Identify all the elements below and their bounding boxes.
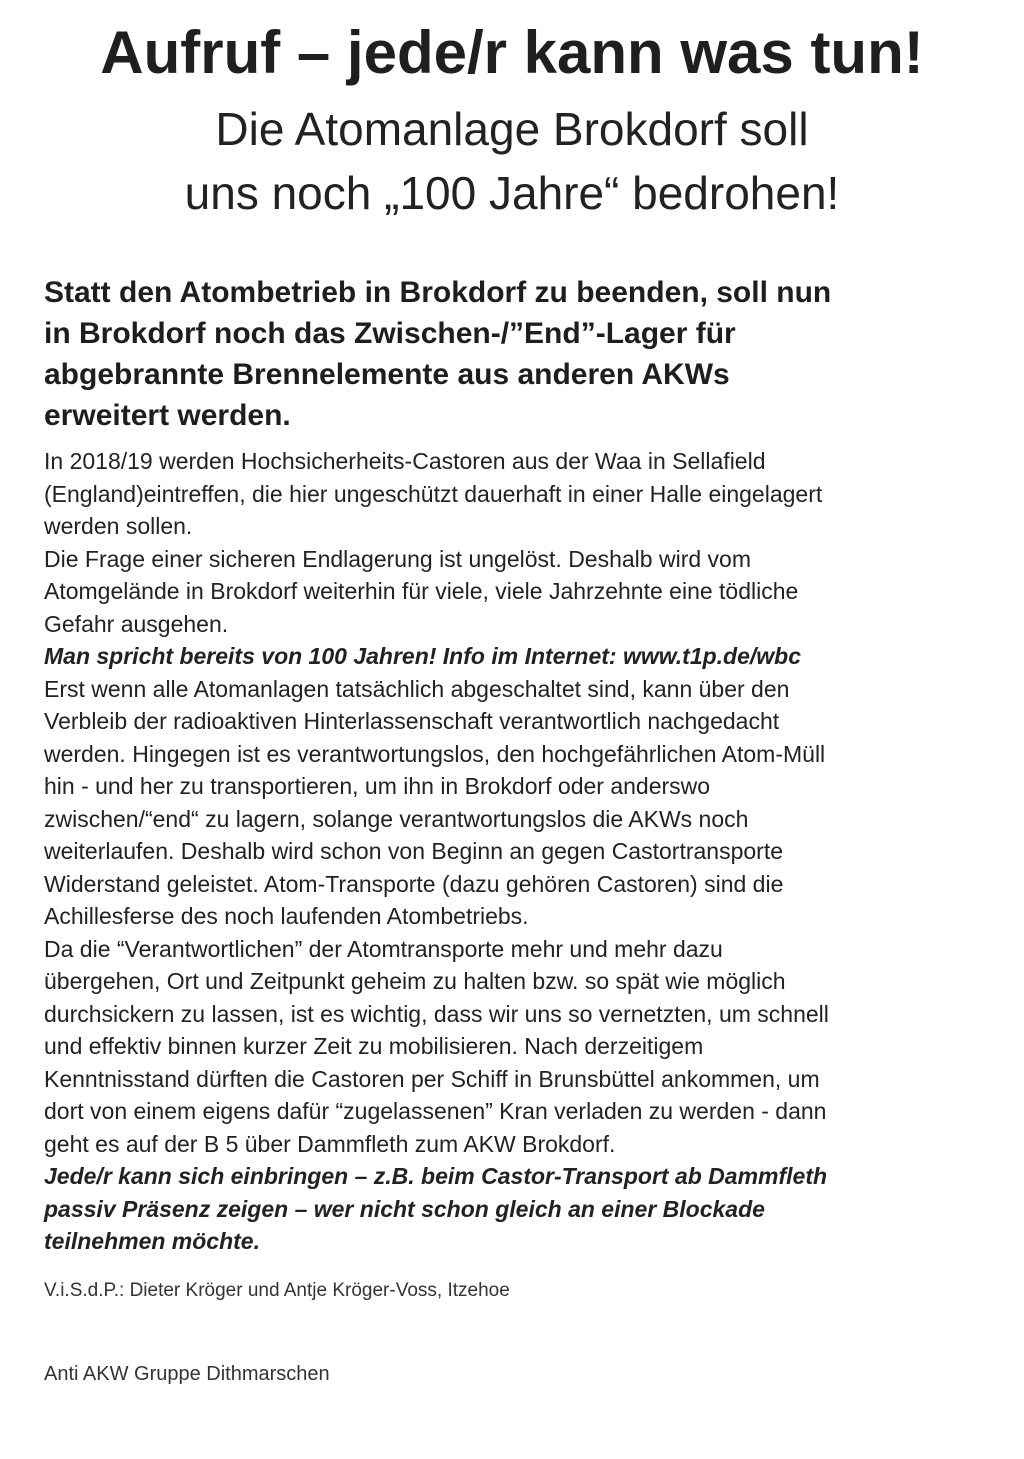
flyer-subtitle-line-1: Die Atomanlage Brokdorf soll bbox=[215, 103, 809, 155]
body-line: übergehen, Ort und Zeitpunkt geheim zu halten bzw. so spät wie möglich bbox=[44, 968, 786, 994]
body-line: werden sollen. bbox=[44, 513, 193, 539]
body-line: geht es auf der B 5 über Dammfleth zum AKW Brokdorf. bbox=[44, 1130, 616, 1157]
body-text bbox=[44, 445, 1004, 1258]
lead-line: erweitert werden. bbox=[44, 399, 291, 432]
call-to-action-line: Jede/r kann sich einbringen – z.B. beim Castor-Transport ab Dammfleth bbox=[44, 1163, 828, 1189]
body-line: durchsickern zu lassen, ist es wichtig, dass wir uns so vernetzten, um schnell bbox=[44, 1000, 829, 1027]
body-line: dort von einem eigens dafür “zugelassenen” Kran verladen zu werden - dann bbox=[44, 1098, 827, 1124]
lead-line: abgebrannte Brennelemente aus anderen AKWs bbox=[44, 358, 730, 391]
call-to-action-line: passiv Präsenz zeigen – wer nicht schon gleich an einer Blockade bbox=[44, 1195, 765, 1222]
group-name: Anti AKW Gruppe Dithmarschen bbox=[44, 1363, 330, 1385]
body-line: Da die “Verantwortlichen” der Atomtransporte mehr und mehr dazu bbox=[44, 935, 723, 962]
responsible-person-note: V.i.S.d.P.: Dieter Kröger und Antje Kröger-Voss, Itzehoe bbox=[44, 1280, 510, 1301]
body-line: (England)eintreffen, die hier ungeschützt dauerhaft in einer Halle eingelagert bbox=[44, 480, 823, 507]
body-line: Erst wenn alle Atomanlagen tatsächlich abgeschaltet sind, kann über den bbox=[44, 675, 790, 702]
body-line: und effektiv binnen kurzer Zeit zu mobilisieren. Nach derzeitigem bbox=[44, 1033, 704, 1059]
lead-line: in Brokdorf noch das Zwischen-/”End”-Lager für bbox=[44, 317, 736, 350]
body-line: Kenntnisstand dürften die Castoren per Schiff in Brunsbüttel ankommen, um bbox=[44, 1065, 820, 1092]
body-line: zwischen/“end“ zu lagern, solange verantwortungslos die AKWs noch bbox=[44, 805, 749, 832]
body-line: Atomgelände in Brokdorf weiterhin für viele, viele Jahrzehnte eine tödliche bbox=[44, 578, 799, 604]
body-line: Die Frage einer sicheren Endlagerung ist ungelöst. Deshalb wird vom bbox=[44, 545, 751, 572]
body-line: Widerstand geleistet. Atom-Transporte (dazu gehören Castoren) sind die bbox=[44, 870, 784, 897]
lead-paragraph bbox=[44, 272, 1004, 436]
flyer-subtitle-line-2: uns noch „100 Jahre“ bedrohen! bbox=[184, 167, 840, 219]
highlight-line-info: Man spricht bereits von 100 Jahren! Info im Internet: www.t1p.de/wbc bbox=[44, 643, 802, 669]
body-line: Achillesferse des noch laufenden Atombetriebs. bbox=[44, 903, 529, 929]
body-line: In 2018/19 werden Hochsicherheits-Castoren aus der Waa in Sellafield bbox=[44, 448, 766, 474]
body-line: weiterlaufen. Deshalb wird schon von Beginn an gegen Castortransporte bbox=[44, 838, 783, 864]
body-line: Verbleib der radioaktiven Hinterlassenschaft verantwortlich nachgedacht bbox=[44, 708, 780, 734]
call-to-action-line: teilnehmen möchte. bbox=[44, 1228, 260, 1254]
body-line: werden. Hingegen ist es verantwortungslos, den hochgefährlichen Atom-Müll bbox=[44, 740, 826, 767]
flyer-title: Aufruf – jede/r kann was tun! bbox=[100, 19, 924, 86]
lead-line: Statt den Atombetrieb in Brokdorf zu beenden, soll nun bbox=[44, 276, 832, 309]
body-line: Gefahr ausgehen. bbox=[44, 610, 229, 637]
body-line: hin - und her zu transportieren, um ihn in Brokdorf oder anderswo bbox=[44, 773, 711, 799]
